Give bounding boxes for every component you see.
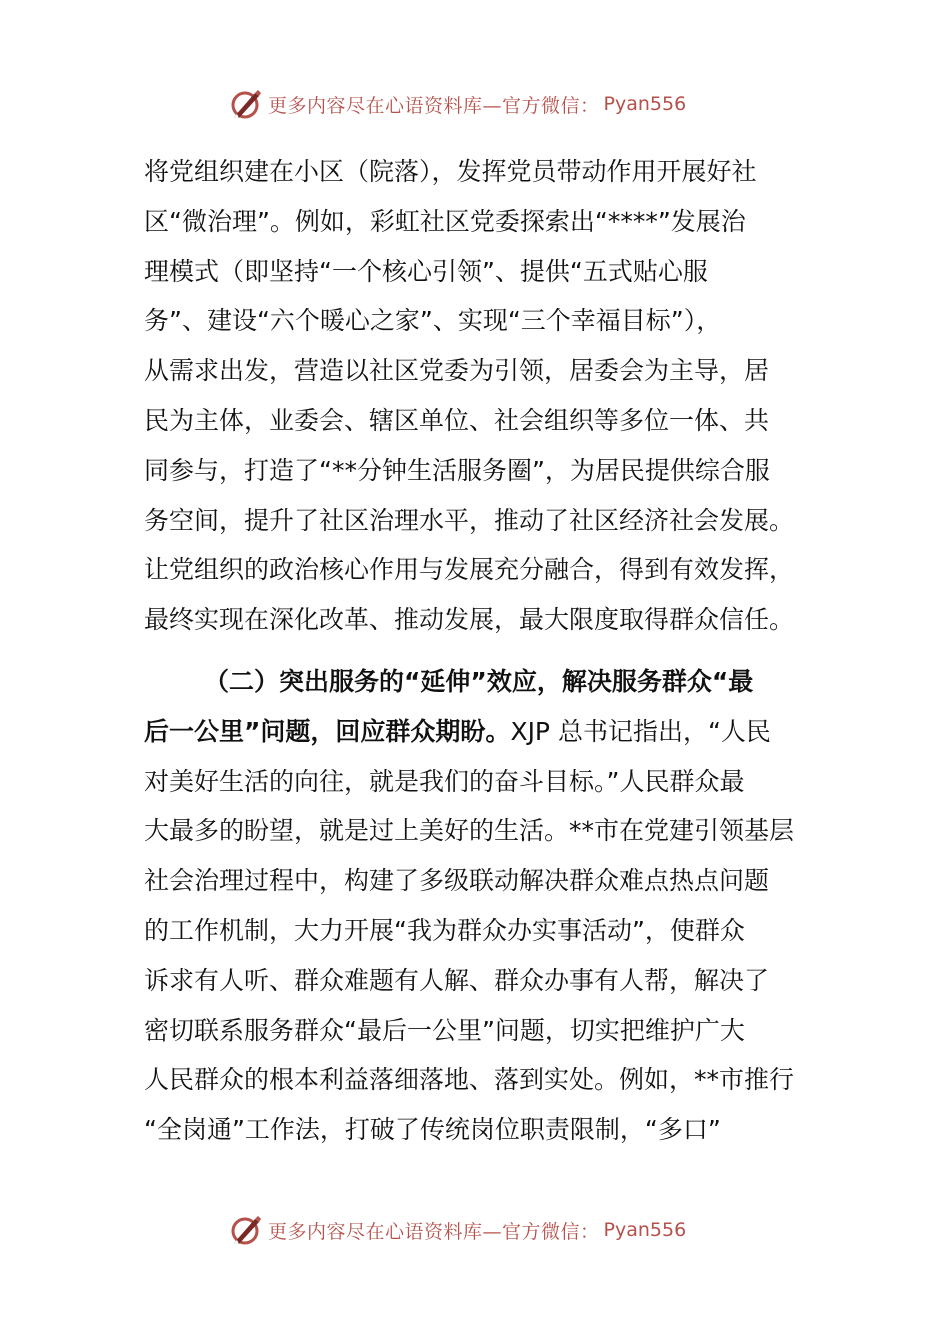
text-line: 的工作机制，大力开展“我为群众办实事活动”，使群众 (144, 915, 745, 945)
text-line: “全岗通”工作法，打破了传统岗位职责限制，“多口” (144, 1115, 721, 1145)
footer-watermark (228, 1212, 722, 1248)
paragraph-2 (144, 657, 806, 1155)
text-line: 同参与，打造了“**分钟生活服务圈”，为居民提供综合服 (144, 455, 770, 485)
text-line: 人民群众的根本利益落细落地、落到实处。例如，**市推行 (144, 1065, 795, 1095)
text-line: 最终实现在深化改革、推动发展，最大限度取得群众信任。 (144, 605, 795, 635)
paragraph-1 (144, 147, 806, 645)
text-line: 密切联系服务群众“最后一公里”问题，切实把维护广大 (144, 1015, 745, 1045)
section-heading: （二）突出服务的“延伸”效应，解决服务群众“最 (204, 666, 754, 696)
text-line: 大最多的盼望，就是过上美好的生活。**市在党建引领基层 (144, 816, 795, 846)
watermark-text: 更多内容尽在心语资料库—官方微信： (268, 1220, 600, 1243)
paragraph-gap (144, 645, 806, 657)
text-line: 社会治理过程中，构建了多级联动解决群众难点热点问题 (144, 866, 770, 896)
text-line: 对美好生活的向往，就是我们的奋斗目标。”人民群众最 (144, 766, 745, 796)
text-line (144, 707, 806, 757)
text-line: 从需求出发，营造以社区党委为引领，居委会为主导，居 (144, 356, 770, 386)
header-watermark (228, 86, 722, 122)
text-line: 务空间，提升了社区治理水平，推动了社区经济社会发展。 (144, 505, 795, 535)
watermark-handle: Pyan556 (603, 93, 687, 115)
watermark-text: 更多内容尽在心语资料库—官方微信： (268, 94, 600, 117)
text-line: 务”、建设“六个暖心之家”、实现“三个幸福目标”）， (144, 306, 722, 336)
section-heading-end: 后一公里”问题，回应群众期盼。 (144, 716, 511, 746)
watermark-handle: Pyan556 (603, 1219, 687, 1241)
document-body (144, 147, 806, 1155)
pen-logo-icon (228, 87, 262, 121)
text-fragment: XJP 总书记指出，“人民 (510, 716, 771, 746)
pen-logo-icon (228, 1213, 262, 1247)
text-line: 区“微治理”。例如，彩虹社区党委探索出“****”发展治 (144, 206, 746, 236)
text-line: 理模式（即坚持“一个核心引领”、提供“五式贴心服 (144, 256, 708, 286)
text-line: 诉求有人听、群众难题有人解、群众办事有人帮，解决了 (144, 965, 770, 995)
text-line: 民为主体，业委会、辖区单位、社会组织等多位一体、共 (144, 405, 770, 435)
text-line: 让党组织的政治核心作用与发展充分融合，得到有效发挥， (144, 555, 795, 585)
text-line: 将党组织建在小区（院落），发挥党员带动作用开展好社 (144, 157, 757, 186)
